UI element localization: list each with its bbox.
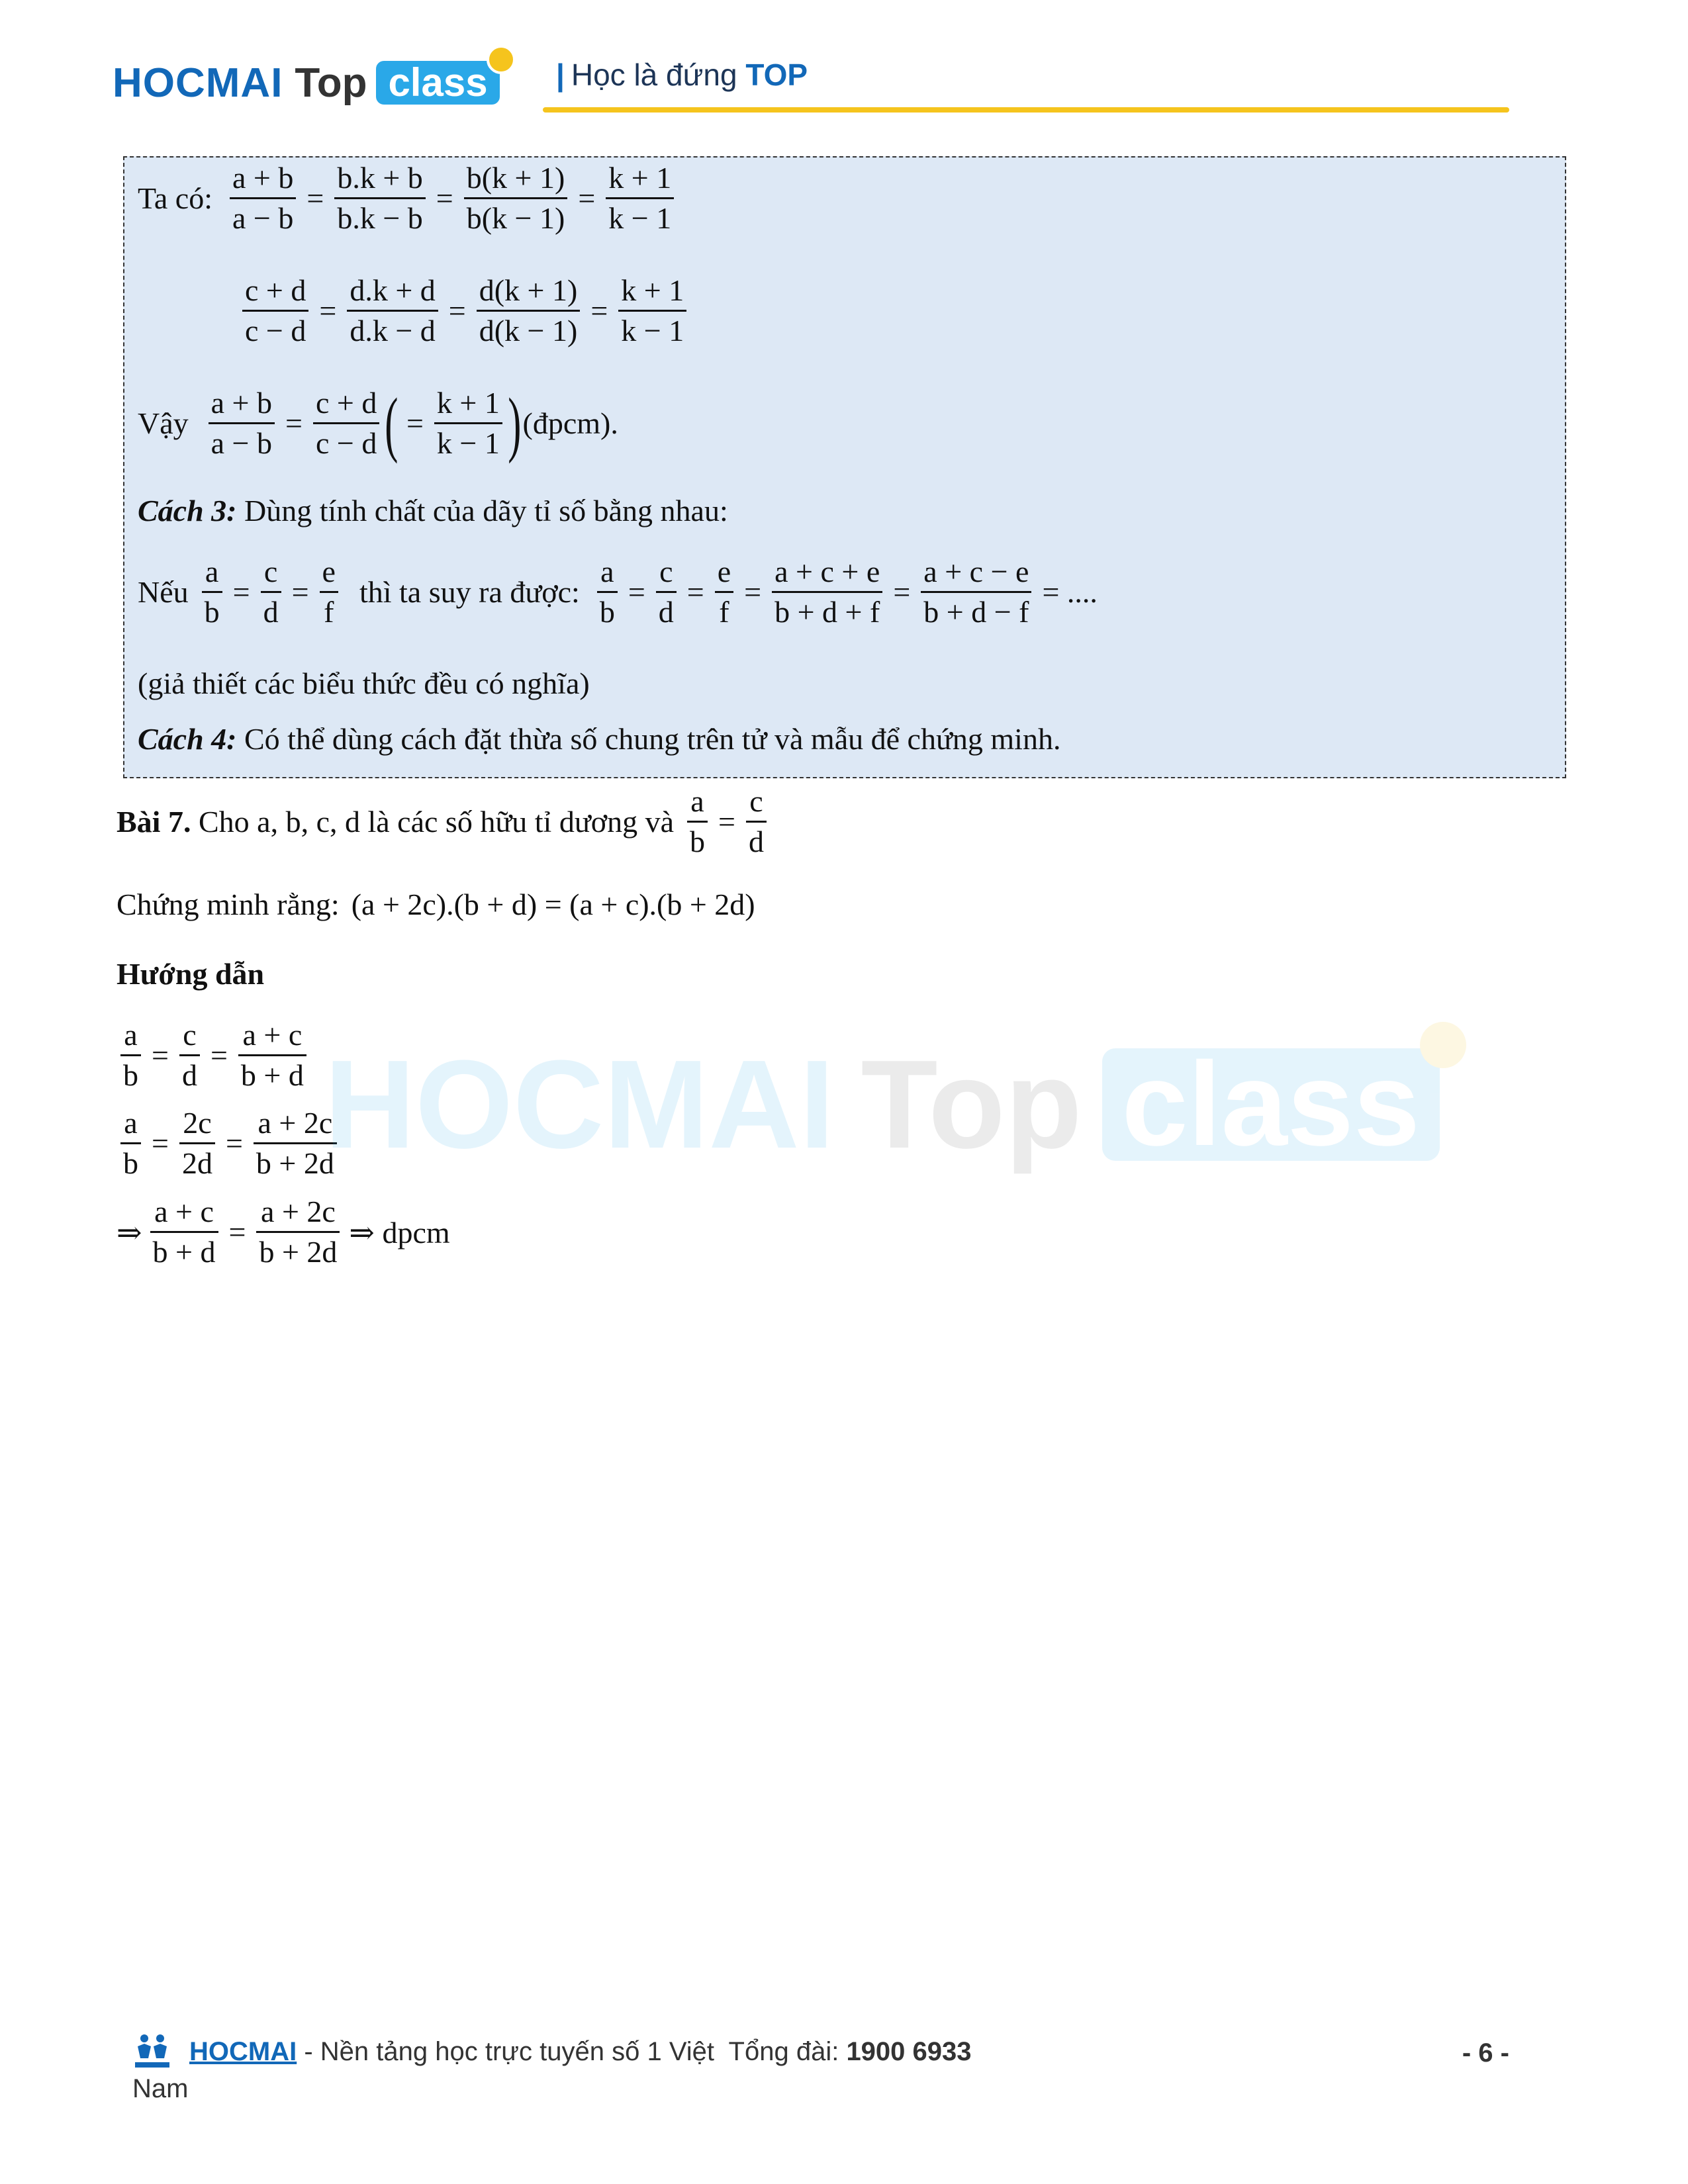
bai7-statement [117, 782, 771, 861]
fraction [313, 384, 379, 463]
header-slogan [556, 57, 808, 93]
step-2 [117, 1104, 341, 1183]
watermark-logo [324, 1032, 1440, 1177]
bai7-text: Cho a, b, c, d là các số hữu tỉ dương và [191, 805, 674, 839]
logo-class-text: class [388, 60, 488, 105]
watermark-class-text: class [1121, 1038, 1421, 1171]
fraction [618, 271, 686, 350]
fraction [120, 1016, 141, 1095]
denominator: d [748, 825, 764, 858]
equals-sign: = [436, 181, 453, 215]
watermark-hocmai: HOCMAI [324, 1034, 835, 1175]
denominator: b + d + f [774, 595, 880, 629]
fraction [772, 553, 882, 631]
fraction [921, 553, 1031, 631]
fraction [334, 159, 425, 238]
denominator: f [719, 595, 729, 629]
fraction [230, 159, 296, 238]
equals-sign: = [152, 1038, 169, 1072]
equals-sign: = [228, 1215, 246, 1249]
logo-hocmai-text: HOCMAI [113, 60, 283, 106]
logo-class-badge [376, 61, 499, 105]
equals-sign: = [225, 1126, 243, 1160]
equals-sign: = [578, 181, 596, 215]
slogan-top: TOP [745, 58, 808, 92]
numerator: c [263, 555, 278, 588]
vay-label: Vậy [138, 406, 189, 440]
denominator: a − b [211, 426, 272, 460]
denominator: b + d [240, 1058, 304, 1092]
fraction [606, 159, 674, 238]
fraction [179, 1104, 215, 1183]
assumption-note [138, 666, 590, 701]
footer-nam: Nam [132, 2074, 189, 2103]
cach3-line [138, 493, 728, 528]
numerator: a + 2c [261, 1195, 336, 1228]
denominator: b + d − f [923, 595, 1029, 629]
fraction [656, 553, 677, 631]
hocmai-people-icon [132, 2032, 172, 2071]
fraction [597, 553, 618, 631]
equals-sign: = [232, 575, 250, 609]
denominator: d(k − 1) [479, 314, 578, 347]
slogan-text: Học là đứng [571, 58, 746, 92]
watermark-class [1102, 1038, 1440, 1171]
dpcm-suffix: (đpcm). [522, 406, 618, 440]
logo-top-text: Top [295, 60, 367, 106]
page-footer [132, 2032, 1509, 2104]
footer-brand-link[interactable]: HOCMAI [189, 2036, 297, 2066]
fraction [477, 271, 581, 350]
fraction [150, 1193, 218, 1271]
equals-sign: = [590, 294, 608, 328]
star-icon [1420, 1022, 1466, 1068]
numerator: k + 1 [621, 273, 684, 307]
numerator: k + 1 [436, 386, 500, 420]
note-text: (giả thiết các biểu thức đều có nghĩa) [138, 666, 590, 700]
fraction [715, 553, 733, 631]
fraction [179, 1016, 200, 1095]
watermark-top: Top [861, 1034, 1082, 1175]
header-divider [543, 107, 1509, 113]
numerator: a [600, 555, 614, 588]
denominator: b + d [152, 1235, 216, 1269]
numerator: c [659, 555, 673, 588]
denominator: b(k − 1) [466, 201, 565, 235]
numerator: a + c − e [923, 555, 1029, 588]
footer-hotline: 1900 6933 [846, 2036, 972, 2066]
star-icon [487, 45, 516, 74]
equals-sign: = [448, 294, 466, 328]
box-line-3 [138, 384, 618, 463]
implies-arrow: ⇒ [117, 1215, 142, 1250]
huong-dan-text: Hướng dẫn [117, 957, 265, 991]
equals-sign: = [893, 575, 911, 609]
fraction [256, 1193, 340, 1271]
numerator: a + c + e [774, 555, 880, 588]
ta-co-label: Ta có: [138, 181, 213, 215]
numerator: e [322, 555, 336, 588]
equals-sign: = [291, 575, 309, 609]
equals-sign: = [628, 575, 645, 609]
denominator: d.k − d [350, 314, 436, 347]
fraction [202, 553, 222, 631]
denominator: b [599, 595, 615, 629]
numerator: a [205, 555, 219, 588]
numerator: c + d [315, 386, 377, 420]
fraction [434, 384, 502, 463]
cach4-line [138, 721, 1060, 756]
equals-sign: = [406, 406, 424, 440]
fraction [238, 1016, 306, 1095]
prove-expression: (a + 2c).(b + d) = (a + c).(b + 2d) [351, 887, 755, 921]
fraction [261, 553, 281, 631]
numerator: d.k + d [350, 273, 436, 307]
equals-sign: = [306, 181, 324, 215]
numerator: e [717, 555, 731, 588]
numerator: a + 2c [258, 1106, 333, 1140]
fraction [242, 271, 308, 350]
denominator: b.k − b [337, 201, 423, 235]
numerator: a + c [242, 1018, 303, 1052]
equals-sign: = [686, 575, 704, 609]
prove-label: Chứng minh rằng: [117, 887, 340, 921]
box-line-2 [238, 271, 690, 350]
right-paren: ) [508, 383, 522, 464]
denominator: d [658, 595, 674, 629]
numerator: a + c [154, 1195, 214, 1228]
denominator: k − 1 [608, 201, 672, 235]
equals-sign: = [319, 294, 337, 328]
hocmai-topclass-logo [113, 53, 500, 113]
numerator: c [183, 1018, 197, 1052]
numerator: a [124, 1106, 138, 1140]
equals-sign: = [285, 406, 303, 440]
numerator: k + 1 [608, 161, 672, 195]
numerator: c [749, 784, 763, 818]
denominator: c − d [245, 314, 306, 347]
equals-sign: = [152, 1126, 169, 1160]
denominator: b + 2d [256, 1146, 334, 1180]
denominator: k − 1 [436, 426, 500, 460]
denominator: k − 1 [621, 314, 684, 347]
slogan-bar: | [556, 58, 565, 92]
equals-sign: = [210, 1038, 228, 1072]
left-paren: ( [385, 383, 399, 464]
fraction [120, 1104, 141, 1183]
cach4-label: Cách 4: [138, 722, 237, 756]
fraction [347, 271, 438, 350]
cach3-label: Cách 3: [138, 494, 237, 527]
fraction [687, 782, 708, 861]
denominator: 2d [181, 1146, 212, 1180]
denominator: b [204, 595, 220, 629]
footer-row [132, 2032, 1509, 2071]
box-line-1 [138, 159, 678, 238]
thi-text: thì ta suy ra được: [359, 575, 580, 609]
page-number: - 6 - [1462, 2038, 1509, 2068]
denominator: b [123, 1058, 138, 1092]
numerator: a + b [232, 161, 294, 195]
cach3-text: Dùng tính chất của dãy tỉ số bằng nhau: [236, 494, 728, 527]
denominator: b [690, 825, 705, 858]
denominator: c − d [315, 426, 377, 460]
denominator: d [263, 595, 279, 629]
denominator: b [123, 1146, 138, 1180]
huong-dan-heading [117, 956, 264, 991]
cach4-text: Có thể dùng cách đặt thừa số chung trên tử và mẫu để chứng minh. [236, 722, 1061, 756]
denominator: a − b [232, 201, 294, 235]
numerator: a [690, 784, 704, 818]
equals-sign: = [744, 575, 762, 609]
denominator: b + 2d [259, 1235, 338, 1269]
fraction [746, 782, 767, 861]
bai7-label: Bài 7. [117, 805, 191, 839]
box-line-4 [138, 553, 1098, 631]
footer-text: - Nền tảng học trực tuyến số 1 Việt Tổng đài: [297, 2036, 847, 2066]
fraction [209, 384, 275, 463]
dpcm-tail: ⇒ dpcm [349, 1215, 450, 1250]
prove-line [117, 887, 755, 922]
ellipsis: = .... [1042, 575, 1098, 609]
equals-sign: = [718, 805, 735, 839]
step-3 [117, 1193, 450, 1271]
numerator: b.k + b [337, 161, 423, 195]
numerator: b(k + 1) [466, 161, 565, 195]
numerator: a [124, 1018, 138, 1052]
fraction [320, 553, 338, 631]
numerator: d(k + 1) [479, 273, 578, 307]
numerator: 2c [183, 1106, 212, 1140]
denominator: d [181, 1058, 197, 1092]
neu-label: Nếu [138, 575, 189, 609]
fraction [464, 159, 568, 238]
numerator: a + b [211, 386, 272, 420]
step-1 [117, 1016, 310, 1095]
numerator: c + d [245, 273, 306, 307]
denominator: f [324, 595, 334, 629]
